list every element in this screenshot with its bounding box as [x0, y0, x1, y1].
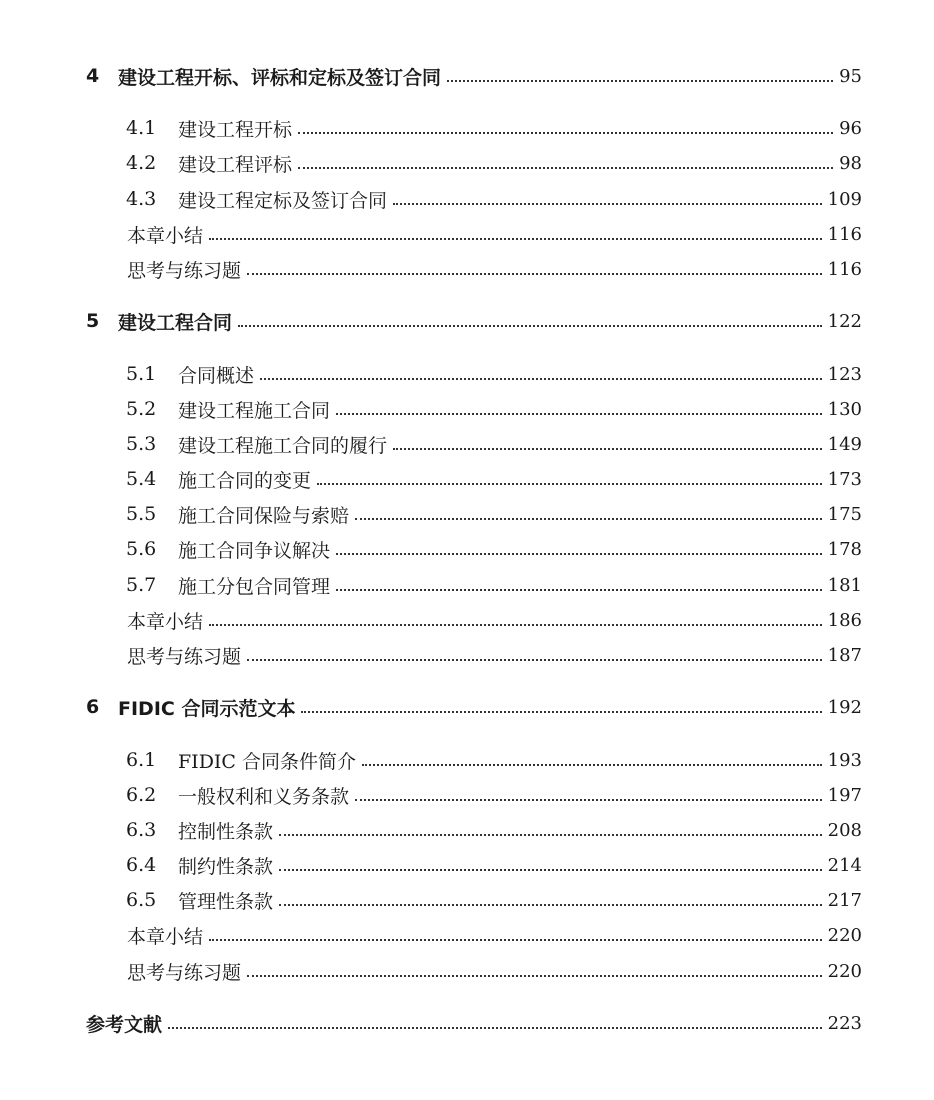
dot-leader	[279, 902, 822, 906]
dot-leader	[260, 376, 822, 380]
toc-entry-title: 建设工程合同	[118, 308, 238, 335]
dot-leader	[247, 271, 822, 275]
toc-entry-title: FIDIC 合同示范文本	[118, 694, 301, 721]
toc-entry-page: 181	[822, 575, 862, 596]
toc-entry-section[interactable]	[0, 394, 934, 424]
dot-leader	[247, 973, 822, 977]
toc-entry-page: 186	[822, 610, 862, 631]
toc-entry-page: 98	[833, 153, 862, 174]
toc-entry-number: 4.2	[126, 152, 157, 174]
toc-entry-title: 建设工程开标	[178, 115, 298, 142]
toc-entry-title: 建设工程评标	[178, 150, 298, 177]
toc-entry-title: FIDIC 合同条件简介	[178, 747, 362, 774]
toc-entry-plain[interactable]	[0, 956, 934, 986]
toc-entry-title: 本章小结	[127, 221, 209, 248]
toc-entry-section[interactable]	[0, 113, 934, 143]
toc-entry-plain[interactable]	[0, 605, 934, 635]
toc-entry-page: 173	[822, 469, 862, 490]
toc-entry-section[interactable]	[0, 534, 934, 564]
dot-leader	[209, 236, 822, 240]
toc-entry-page: 175	[822, 504, 862, 525]
toc-entry-title: 建设工程开标、评标和定标及签订合同	[118, 63, 447, 90]
toc-entry-section[interactable]	[0, 184, 934, 214]
toc-entry-chapter[interactable]	[0, 692, 934, 722]
toc-entry-number: 4	[86, 65, 100, 87]
toc-entry-title: 施工合同保险与索赔	[178, 501, 355, 528]
toc-entry-title: 控制性条款	[178, 817, 279, 844]
dot-leader	[355, 797, 822, 801]
toc-entry-section[interactable]	[0, 359, 934, 389]
toc-entry-page: 122	[822, 311, 862, 332]
dot-leader	[209, 937, 822, 941]
toc-entry-section[interactable]	[0, 148, 934, 178]
toc-entry-section[interactable]	[0, 429, 934, 459]
dot-leader	[279, 832, 822, 836]
dot-leader	[317, 481, 822, 485]
toc-entry-page: 197	[822, 785, 862, 806]
dot-leader	[298, 165, 833, 169]
toc-entry-page: 193	[822, 750, 862, 771]
toc-entry-number: 5.4	[126, 468, 157, 490]
toc-entry-title: 思考与练习题	[127, 958, 247, 985]
dot-leader	[393, 446, 822, 450]
toc-entry-title: 本章小结	[127, 922, 209, 949]
toc-entry-page: 187	[822, 645, 862, 666]
toc-entry-section[interactable]	[0, 570, 934, 600]
toc-entry-number: 4.3	[126, 188, 157, 210]
toc-entry-number: 5.3	[126, 433, 157, 455]
toc-entry-plain[interactable]	[0, 219, 934, 249]
toc-entry-number: 5.6	[126, 538, 157, 560]
toc-entry-plain[interactable]	[0, 254, 934, 284]
dot-leader	[447, 78, 833, 82]
toc-entry-page: 116	[822, 259, 862, 280]
dot-leader	[209, 622, 822, 626]
toc-entry-page: 130	[822, 399, 862, 420]
toc-entry-page: 96	[833, 118, 862, 139]
toc-entry-page: 109	[822, 189, 862, 210]
toc-entry-ref[interactable]	[0, 1008, 934, 1038]
toc-entry-section[interactable]	[0, 885, 934, 915]
toc-entry-chapter[interactable]	[0, 306, 934, 336]
toc-entry-section[interactable]	[0, 745, 934, 775]
toc-entry-title: 施工分包合同管理	[178, 572, 336, 599]
toc-entry-title: 一般权利和义务条款	[178, 782, 355, 809]
toc-entry-number: 6.2	[126, 784, 157, 806]
toc-entry-number: 5.5	[126, 503, 157, 525]
dot-leader	[279, 867, 822, 871]
toc-entry-page: 95	[833, 66, 862, 87]
toc-entry-title: 管理性条款	[178, 887, 279, 914]
toc-entry-section[interactable]	[0, 815, 934, 845]
dot-leader	[362, 762, 822, 766]
dot-leader	[336, 587, 822, 591]
toc-entry-number: 5.2	[126, 398, 157, 420]
toc-entry-title: 制约性条款	[178, 852, 279, 879]
dot-leader	[298, 130, 833, 134]
toc-entry-title: 建设工程定标及签订合同	[178, 186, 393, 213]
toc-entry-section[interactable]	[0, 499, 934, 529]
toc-entry-page: 214	[822, 855, 862, 876]
dot-leader	[336, 551, 822, 555]
toc-entry-title: 建设工程施工合同	[178, 396, 336, 423]
toc-entry-page: 116	[822, 224, 862, 245]
toc-entry-title: 施工合同的变更	[178, 466, 317, 493]
toc-entry-title: 参考文献	[86, 1010, 168, 1037]
toc-entry-page: 220	[822, 961, 862, 982]
toc-entry-number: 4.1	[126, 117, 157, 139]
toc-entry-section[interactable]	[0, 780, 934, 810]
toc-entry-page: 123	[822, 364, 862, 385]
toc-entry-plain[interactable]	[0, 640, 934, 670]
toc-entry-section[interactable]	[0, 850, 934, 880]
dot-leader	[355, 516, 822, 520]
toc-entry-number: 6.3	[126, 819, 157, 841]
dot-leader	[336, 411, 822, 415]
toc-entry-page: 223	[822, 1013, 862, 1034]
toc-entry-title: 本章小结	[127, 607, 209, 634]
toc-entry-page: 208	[822, 820, 862, 841]
toc-entry-number: 6.1	[126, 749, 157, 771]
toc-entry-page: 178	[822, 539, 862, 560]
toc-entry-page: 217	[822, 890, 862, 911]
toc-entry-title: 施工合同争议解决	[178, 536, 336, 563]
dot-leader	[247, 657, 822, 661]
toc-entry-title: 合同概述	[178, 361, 260, 388]
toc-entry-page: 192	[822, 697, 862, 718]
toc-entry-number: 6	[86, 696, 100, 718]
dot-leader	[393, 201, 822, 205]
toc-entry-number: 5	[86, 310, 100, 332]
toc-entry-number: 5.1	[126, 363, 157, 385]
toc-entry-page: 149	[822, 434, 862, 455]
toc-entry-title: 建设工程施工合同的履行	[178, 431, 393, 458]
toc-entry-section[interactable]	[0, 464, 934, 494]
toc-entry-number: 6.4	[126, 854, 157, 876]
toc-entry-number: 5.7	[126, 574, 157, 596]
dot-leader	[301, 709, 821, 713]
toc-entry-plain[interactable]	[0, 920, 934, 950]
toc-entry-title: 思考与练习题	[127, 256, 247, 283]
toc-entry-number: 6.5	[126, 889, 157, 911]
toc-entry-title: 思考与练习题	[127, 642, 247, 669]
dot-leader	[168, 1025, 822, 1029]
toc-entry-page: 220	[822, 925, 862, 946]
toc-entry-chapter[interactable]	[0, 61, 934, 91]
dot-leader	[238, 323, 822, 327]
